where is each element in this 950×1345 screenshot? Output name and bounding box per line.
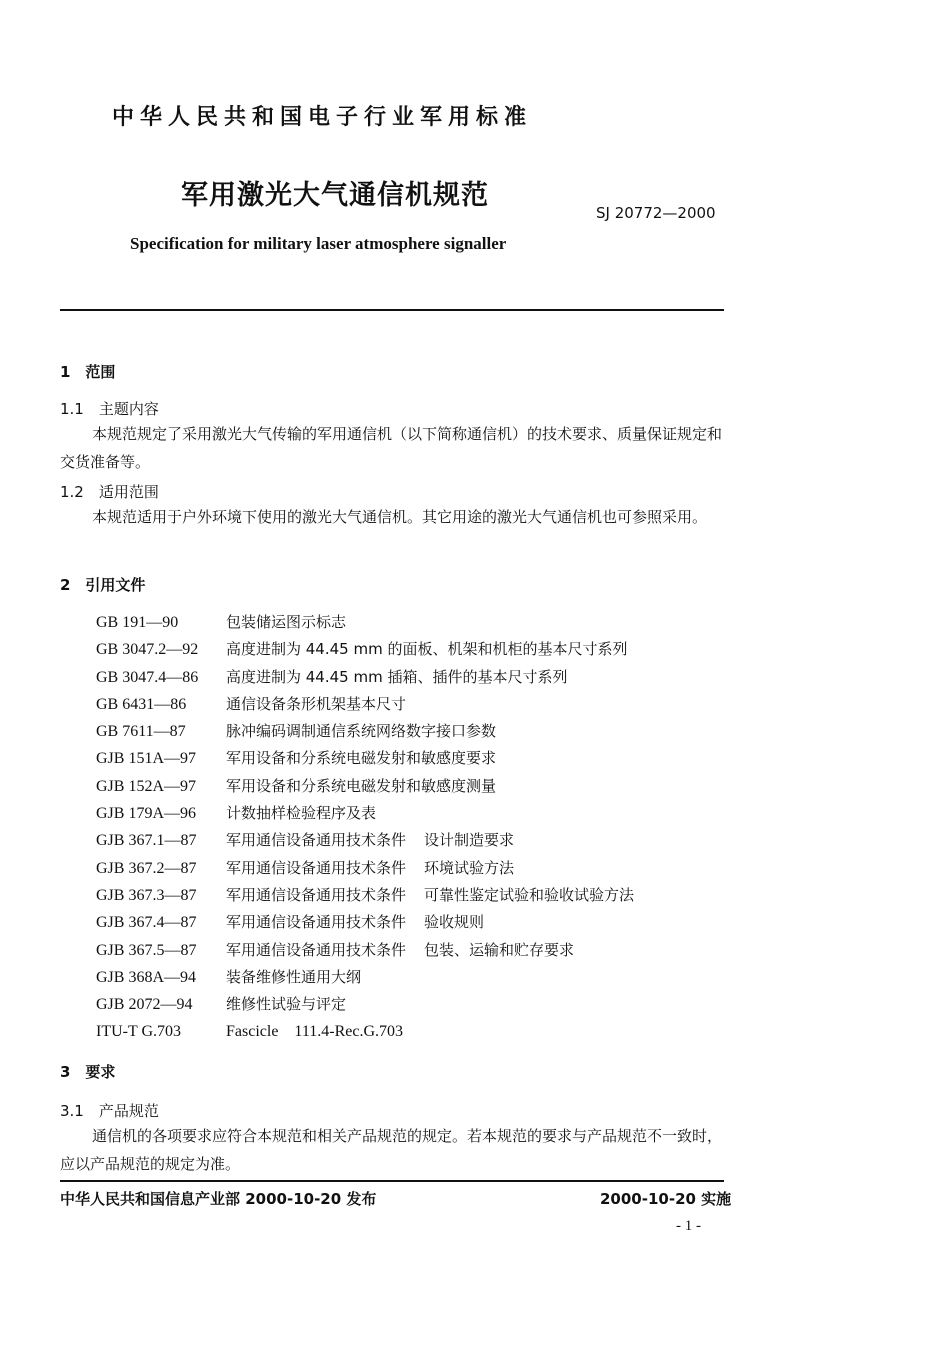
reference-title: 高度进制为 44.45 mm 插箱、插件的基本尺寸系列 — [226, 667, 568, 686]
reference-title: 装备维修性通用大纲 — [226, 967, 362, 986]
reference-code: GJB 367.2—87 — [96, 859, 197, 877]
reference-title: 高度进制为 44.45 mm 的面板、机架和机柜的基本尺寸系列 — [226, 640, 628, 659]
page-number: - 1 - — [676, 1218, 701, 1234]
header-divider — [60, 309, 724, 311]
reference-item — [96, 827, 634, 854]
reference-subtitle: 设计制造要求 — [424, 831, 515, 850]
reference-subtitle: 包装、运输和贮存要求 — [424, 940, 575, 959]
reference-code: GJB 368A—94 — [96, 968, 197, 986]
reference-title: 军用通信设备通用技术条件 — [226, 940, 407, 959]
reference-title: 军用通信设备通用技术条件 — [226, 858, 407, 877]
reference-item — [96, 909, 634, 936]
reference-code: GB 6431—86 — [96, 695, 187, 713]
effective-date: 2000-10-20 实施 — [600, 1190, 732, 1208]
section-1-1-heading: 1.1 主题内容 — [60, 400, 159, 418]
reference-title: 脉冲编码调制通信系统网络数字接口参数 — [226, 722, 497, 741]
reference-code: GJB 2072—94 — [96, 996, 193, 1014]
reference-code: GJB 367.3—87 — [96, 886, 197, 904]
reference-title: 维修性试验与评定 — [226, 995, 347, 1014]
reference-item — [96, 937, 634, 964]
reference-list — [96, 609, 634, 1046]
section-1-1-text: 本规范规定了采用激光大气传输的军用通信机（以下简称通信机）的技术要求、质量保证规定和交货准备等。 — [60, 425, 723, 471]
reference-title: Fascicle 111.4-Rec.G.703 — [226, 1023, 403, 1041]
reference-item — [96, 991, 634, 1018]
section-1-2-heading: 1.2 适用范围 — [60, 483, 159, 501]
reference-title: 包装储运图示标志 — [226, 613, 347, 631]
section-3-heading: 3 要求 — [60, 1063, 116, 1081]
reference-title: 军用设备和分系统电磁发射和敏感度要求 — [226, 749, 497, 768]
reference-code: GJB 367.4—87 — [96, 914, 197, 932]
section-1-heading: 1 范围 — [60, 363, 116, 381]
issuer-line: 中华人民共和国信息产业部 2000-10-20 发布 — [60, 1190, 377, 1208]
reference-code: GJB 367.5—87 — [96, 941, 197, 959]
reference-item — [96, 855, 634, 882]
reference-item — [96, 800, 634, 827]
standard-number: SJ 20772—2000 — [596, 204, 716, 222]
reference-item — [96, 636, 634, 663]
reference-code: GJB 179A—96 — [96, 805, 197, 823]
reference-item — [96, 664, 634, 691]
reference-subtitle: 环境试验方法 — [424, 858, 515, 877]
reference-title: 军用通信设备通用技术条件 — [226, 831, 407, 850]
reference-item — [96, 609, 634, 636]
reference-item — [96, 882, 634, 909]
reference-code: GB 3047.2—92 — [96, 641, 199, 659]
section-3-1-heading: 3.1 产品规范 — [60, 1102, 159, 1120]
reference-subtitle: 验收规则 — [424, 913, 485, 932]
reference-title: 军用设备和分系统电磁发射和敏感度测量 — [226, 776, 497, 795]
section-2-heading: 2 引用文件 — [60, 576, 146, 594]
reference-code: ITU-T G.703 — [96, 1023, 182, 1041]
document-title: 军用激光大气通信机规范 — [181, 180, 489, 211]
reference-code: GJB 151A—97 — [96, 750, 197, 768]
section-1-2-text: 本规范适用于户外环境下使用的激光大气通信机。其它用途的激光大气通信机也可参照采用。 — [92, 508, 708, 526]
reference-item — [96, 964, 634, 991]
reference-title: 军用通信设备通用技术条件 — [226, 885, 407, 904]
org-title: 中华人民共和国电子行业军用标准 — [112, 105, 533, 130]
reference-title: 通信设备条形机架基本尺寸 — [226, 694, 407, 713]
reference-subtitle: 可靠性鉴定试验和验收试验方法 — [424, 885, 635, 904]
section-3-1-text: 通信机的各项要求应符合本规范和相关产品规范的规定。若本规范的要求与产品规范不一致时，应以产品规范的规定为准。 — [60, 1127, 723, 1173]
reference-code: GB 191—90 — [96, 614, 179, 631]
reference-item — [96, 1018, 634, 1045]
footer-divider — [60, 1180, 724, 1182]
reference-title: 军用通信设备通用技术条件 — [226, 913, 407, 932]
english-title: Specification for military laser atmosphere signaller — [130, 234, 507, 253]
reference-item — [96, 773, 634, 800]
reference-item — [96, 745, 634, 772]
reference-code: GB 7611—87 — [96, 723, 186, 741]
reference-code: GJB 367.1—87 — [96, 832, 197, 850]
reference-item — [96, 718, 634, 745]
reference-code: GB 3047.4—86 — [96, 668, 199, 686]
reference-title: 计数抽样检验程序及表 — [226, 804, 377, 823]
reference-code: GJB 152A—97 — [96, 777, 197, 795]
reference-item — [96, 691, 634, 718]
